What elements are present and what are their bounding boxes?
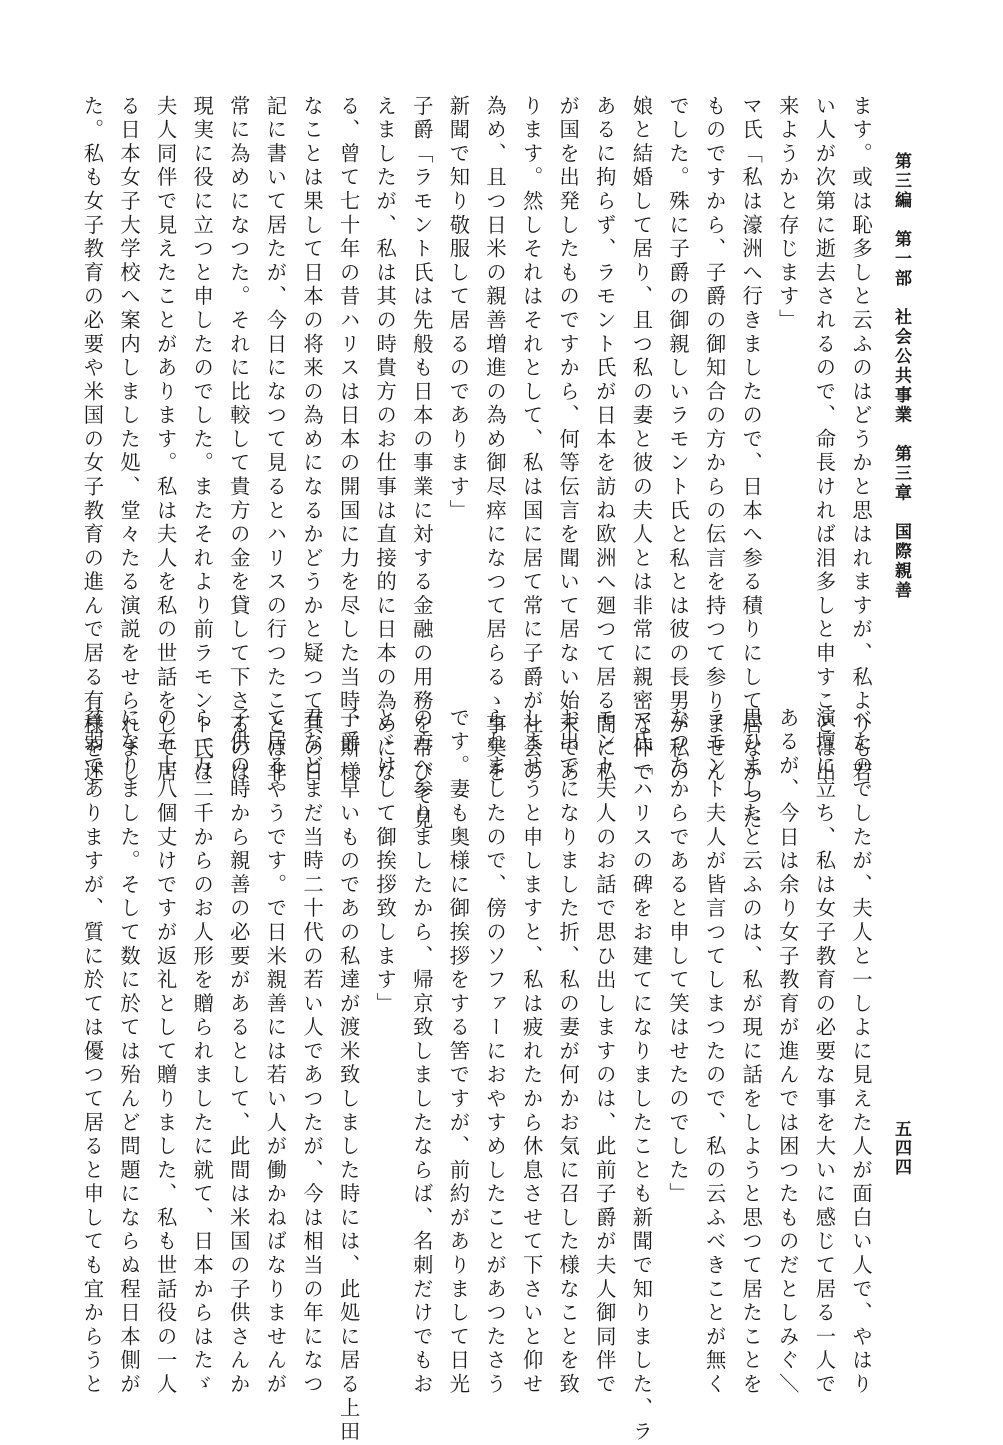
- text-column: です。妻も奥様に御挨拶をする筈ですが、前約がありまして日光: [446, 707, 471, 1397]
- text-column: モント夫人のお話で思ひ出しますのは、此前子爵が夫人御同伴で: [592, 707, 617, 1397]
- text-column: なことは果して日本の将来の為めになるかどうかと疑つて其の日: [300, 95, 324, 785]
- text-column: られましたので、傍のソファーにおやすめしたことがあつたさう: [483, 707, 507, 1397]
- text-column: 為め、且つ日米の親善増進の為め御尽瘁になつて居らるゝ事実を: [483, 95, 507, 785]
- text-column: えましたが、私は其の時貴方のお仕事は直接的に日本の為めにな: [373, 95, 398, 785]
- text-column: ラモント夫人が皆言つてしまつたので、私の云ふべきことが無く: [702, 707, 727, 1397]
- text-column: が国を出発したものですから、何等伝言を聞いて居ない始末であ: [556, 95, 581, 785]
- text-column: あるが、今日は余り女子教育が進んでは困つたものだとしみぐ＼: [775, 707, 800, 1397]
- text-column: の方へ参りましたから、帰京致しましたならば、名刺だけでもお: [409, 707, 434, 1397]
- text-column: ものですから、子爵の御知合の方からの伝言を持つて参りません: [702, 95, 727, 785]
- text-column: 子爵「ラモント氏は先般も日本の事業に対する金融の用務を帯びて見: [409, 95, 434, 833]
- text-column: 子爵「早いものであの私達が渡米致しました時には、此処に居る上田: [336, 707, 361, 1445]
- text-column: でした。殊に子爵の御親しいラモント氏と私とは彼の長男が私の: [666, 95, 690, 785]
- text-column: い人が次第に逝去されるので、命長ければ泪多しと申すことは出: [812, 95, 837, 785]
- text-column: になりました。そして数に於ては殆んど問題にならぬ程日本側が: [117, 707, 141, 1397]
- text-column: 思ひましたと云ふのは、私が現に話をしようと思つて居たことを: [739, 707, 764, 1397]
- text-column: 常に為めになつた。それに比較して貴方の金を貸して下さるのは: [226, 95, 251, 785]
- text-column: あるに拘らず、ラモント氏が日本を訪ね欧洲へ廻つて居る間に私: [592, 95, 617, 785]
- text-column: て居るやうです。で日米親善には若い人が働かねばなりませんが: [263, 707, 288, 1397]
- text-column: 新聞で知り敬服して居るのであります」: [446, 95, 471, 524]
- text-column: マ氏「ハリスの碑をお建てになりましたことも新聞で知りました、ラ: [629, 707, 654, 1445]
- text-column: 来ようかと存じます」: [775, 95, 800, 333]
- text-column: ら一万二千からのお人形を贈られましたに就て、日本からはたゞ: [190, 707, 215, 1397]
- text-column: 子供の時から親善の必要があるとして、此間は米国の子供さんか: [226, 707, 251, 1397]
- text-column: 君などまだ当時二十代の若い人であつたが、今は相当の年になつ: [300, 707, 324, 1397]
- text-column: 現実に役に立つと申したのでした。またそれより前ラモント氏は: [190, 95, 215, 785]
- text-column: の五十八個丈けですが返礼として贈りました、私も世話役の一人: [153, 707, 178, 1397]
- text-column: 演壇に立ち、私は女子教育の必要な事を大いに感じて居る一人で: [812, 707, 837, 1397]
- text-column: た。私も女子教育の必要や米国の女子教育の進んで居る有様を述: [80, 95, 105, 785]
- text-column: る日本女子大学校へ案内しました処、堂々たる演説をせられまし: [117, 95, 141, 785]
- text-column: ます。或は恥多しと云ふのはどうかと思はれますが、私よりも若: [849, 95, 873, 785]
- text-column: 娘と結婚して居り、且つ私の妻と彼の夫人とは非常に親密な仲で: [629, 95, 654, 785]
- text-column: る、曾て七十年の昔ハリスは日本の開国に力を尽した当時、斯様: [336, 95, 361, 785]
- text-column: とゞけして御挨拶致します」: [373, 707, 398, 1017]
- text-column: 夫人同伴で見えたことがあります。私は夫人を私の世話をして居: [153, 95, 178, 785]
- text-column: マ氏「私は濠洲へ行きましたので、日本へ参る積りにして居なかつた: [739, 95, 764, 833]
- text-column: なつたからであると申して笑はせたのでした」: [666, 707, 690, 1207]
- text-column: 貧弱でありますが、質に於ては優つて居ると申しても宜からうと: [80, 707, 105, 1397]
- text-column: ります。然しそれはそれとして、私は国に居て常に子爵が社会の: [519, 95, 544, 785]
- running-head: 第三編 第一部 社会公共事業 第三章 国際親善: [891, 152, 911, 601]
- page-number: 五四四: [891, 1120, 911, 1177]
- text-column: 記に書いて居たが、今日になつて見るとハリスの行つたことは非: [263, 95, 288, 785]
- text-column: べたのでしたが、夫人と一しよに見えた人が面白い人で、やはり: [849, 707, 873, 1397]
- text-column: お出でになりました折、私の妻が何かお気に召した様なことを致: [556, 707, 581, 1397]
- text-column: しませうと申しますと、私は疲れたから休息させて下さいと仰せ: [519, 707, 544, 1397]
